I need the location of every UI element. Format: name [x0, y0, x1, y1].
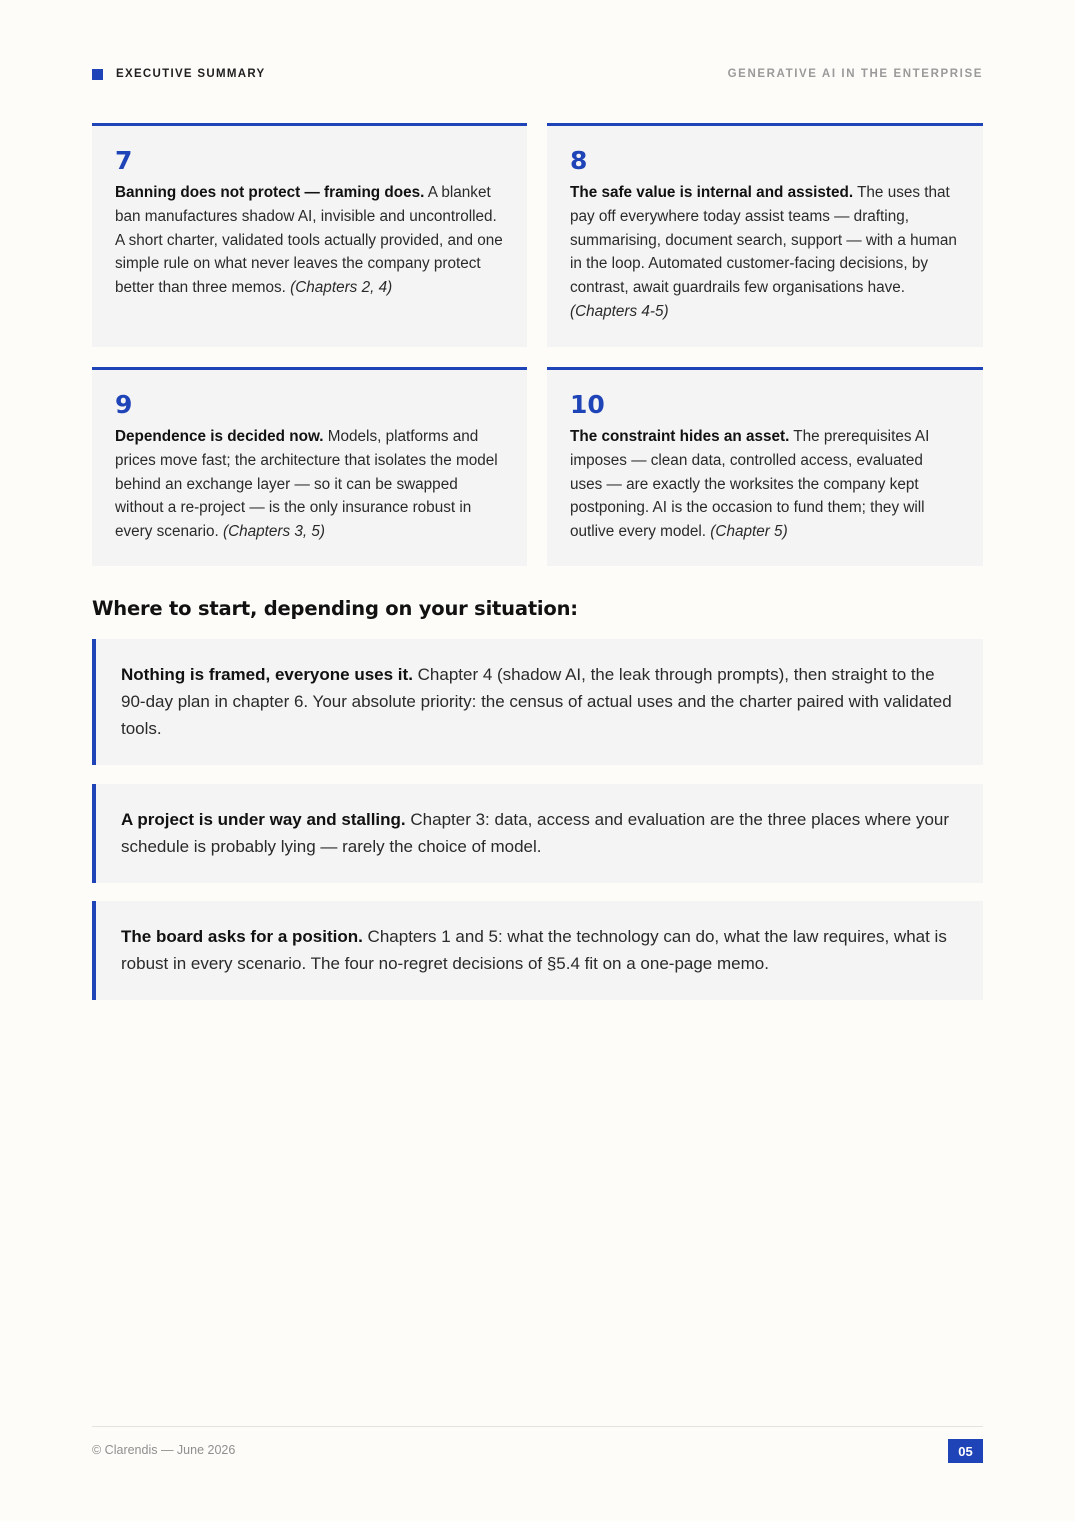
- key-point-card: [92, 123, 527, 347]
- footer-divider: [92, 1426, 983, 1427]
- square-bullet-icon: [92, 69, 103, 80]
- key-point-card: [547, 123, 983, 347]
- card-number: 10: [570, 390, 605, 419]
- where-to-start-heading: Where to start, depending on your situation:: [92, 597, 578, 620]
- page-number-badge: 05: [948, 1439, 983, 1463]
- situation-callout: [92, 639, 983, 765]
- card-chapter-ref: (Chapters 3, 5): [222, 523, 326, 541]
- page-header: [92, 66, 983, 82]
- situation-lead: Nothing is framed, everyone uses it.: [121, 665, 413, 684]
- card-text: [115, 425, 503, 544]
- situation-body: Chapter 4 (shadow AI, the leak through prompts), then straight to the 90-day plan in chapter 6. Your absolute priority: the census of actual uses and the charter paired with validated tools.: [121, 665, 952, 738]
- card-chapter-ref: (Chapter 5): [710, 523, 788, 541]
- card-body: The prerequisites AI imposes — clean data, controlled access, evaluated uses — are exactly the worksites the company kept postponing. AI is the occasion to fund them; they will outlive every model.: [570, 428, 930, 541]
- card-chapter-ref: (Chapters 4-5): [570, 302, 669, 320]
- card-lead: The safe value is internal and assisted.: [570, 184, 854, 201]
- copyright-notice: © Clarendis — June 2026: [92, 1443, 236, 1457]
- document-title: GENERATIVE AI IN THE ENTERPRISE: [727, 68, 983, 80]
- situation-lead: A project is under way and stalling.: [121, 810, 406, 829]
- situation-body: Chapters 1 and 5: what the technology can do, what the law requires, what is robust in every scenario. The four no-regret decisions of §5.4 fit on a one-page memo.: [121, 927, 947, 973]
- card-number: 9: [115, 390, 133, 419]
- key-points-grid: [92, 123, 983, 566]
- card-text: [570, 425, 959, 544]
- key-point-card: [92, 367, 527, 566]
- card-lead: Banning does not protect — framing does.: [115, 184, 425, 201]
- section-marker: [92, 68, 265, 80]
- section-label: EXECUTIVE SUMMARY: [116, 68, 266, 80]
- card-lead: Dependence is decided now.: [115, 428, 324, 445]
- card-body: A blanket ban manufactures shadow AI, invisible and uncontrolled. A short charter, validated tools actually provided, and one simple rule on what never leaves the company protect better than three memos.: [115, 184, 503, 297]
- card-number: 7: [115, 146, 133, 175]
- situation-body: Chapter 3: data, access and evaluation are the three places where your schedule is probably lying — rarely the choice of model.: [121, 810, 950, 856]
- card-lead: The constraint hides an asset.: [570, 428, 790, 445]
- card-text: [115, 181, 503, 300]
- card-body: Models, platforms and prices move fast; the architecture that isolates the model behind an exchange layer — so it can be swapped without a re-project — is the only insurance robust in every scenario.: [115, 428, 498, 541]
- card-number: 8: [570, 146, 588, 175]
- card-body: The uses that pay off everywhere today assist teams — drafting, summarising, document search, support — with a human in the loop. Automated customer-facing decisions, by contrast, await guardrails few organisations have.: [570, 184, 957, 297]
- key-point-card: [547, 367, 983, 566]
- situation-callout: [92, 901, 983, 1000]
- card-chapter-ref: (Chapters 2, 4): [290, 279, 393, 297]
- situation-callout: [92, 784, 983, 883]
- card-text: [570, 181, 959, 324]
- situation-lead: The board asks for a position.: [121, 927, 363, 946]
